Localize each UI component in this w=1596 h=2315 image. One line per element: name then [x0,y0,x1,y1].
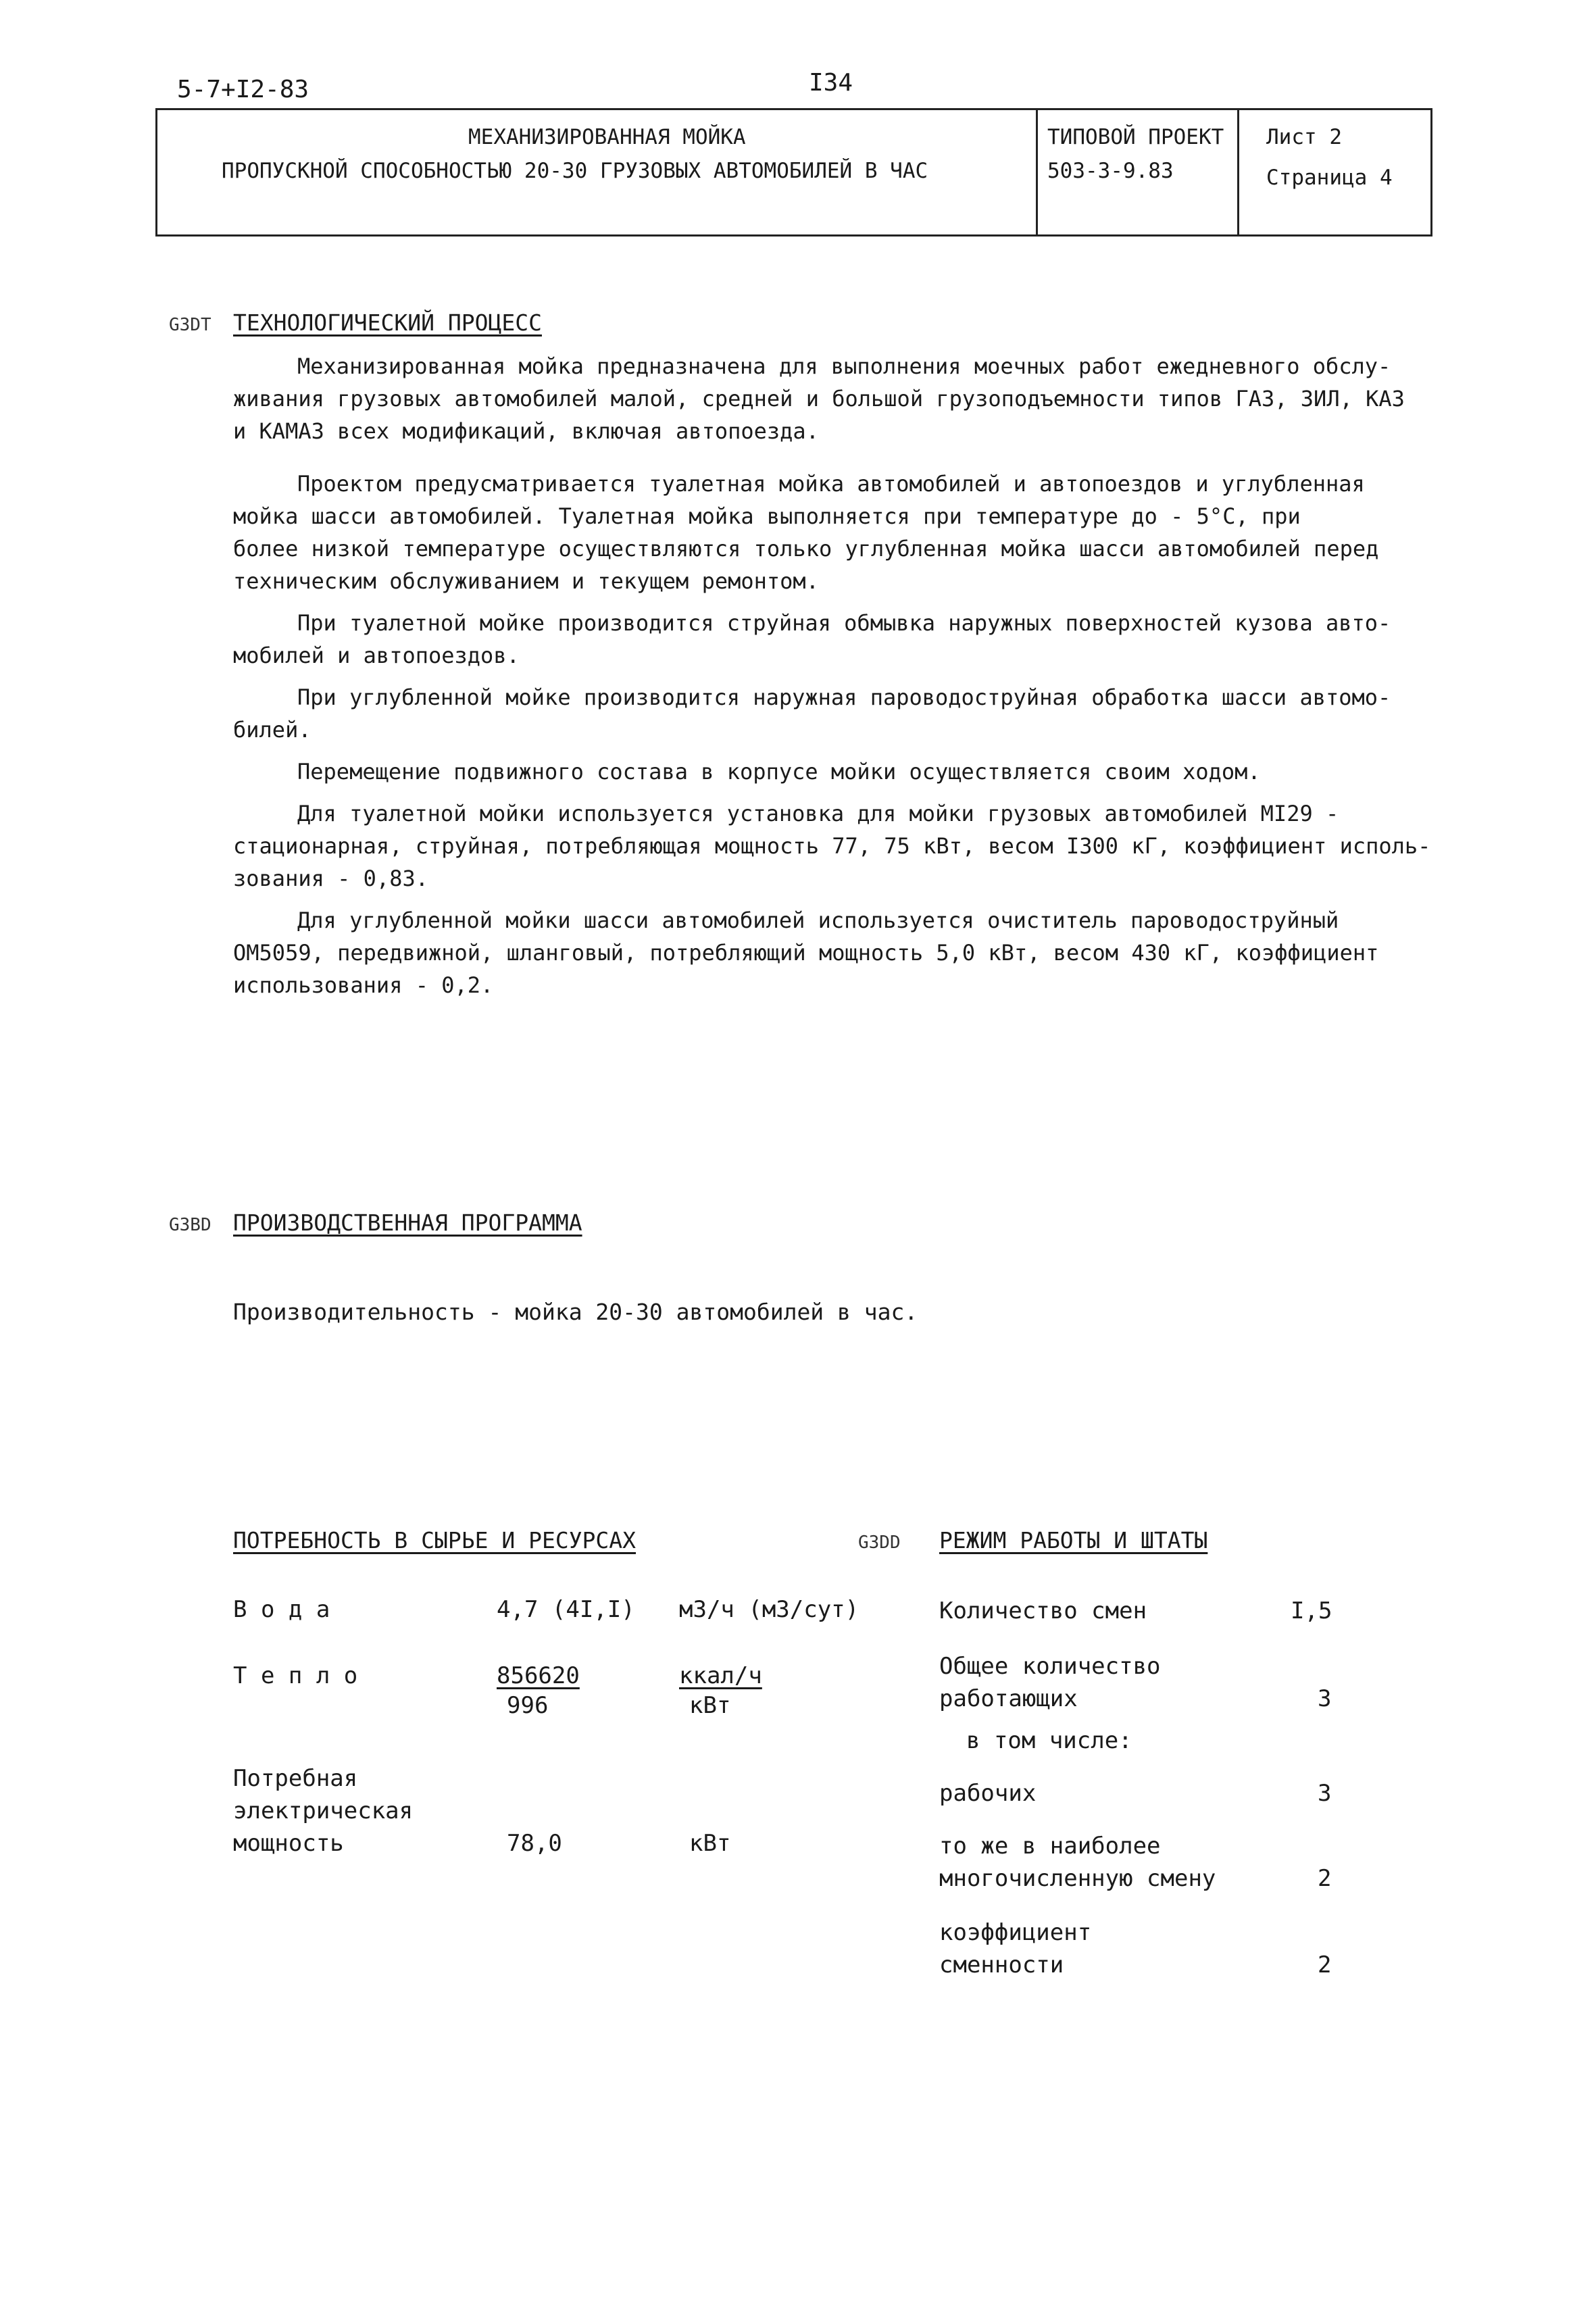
paragraph-line: Механизированная мойка предназначена для выполнения моечных работ ежедневного обслу- [297,353,1391,379]
paragraph-line: живания грузовых автомобилей малой, средней и большой грузоподъемности типов ГАЗ, ЗИЛ, КАЗ [233,386,1405,412]
shifts-value: I,5 [1291,1597,1332,1624]
section-title-production: ПРОИЗВОДСТВЕННАЯ ПРОГРАММА [233,1210,582,1236]
power-label-line-3: мощность [233,1830,344,1857]
paragraph-line: При туалетной мойке производится струйная обмывка наружных поверхностей кузова авто- [297,610,1391,636]
power-unit: кВт [689,1830,731,1857]
section-mark-staff: G3DD [858,1533,901,1553]
max-shift-label-line-1: то же в наиболее [939,1833,1161,1860]
paragraph-line: Для туалетной мойки используется установка для мойки грузовых автомобилей МI29 - [297,801,1339,826]
workers-label: рабочих [939,1780,1037,1807]
page-label: Страница 4 [1266,166,1393,190]
title-cell [157,110,1036,234]
paragraph-line: мойка шасси автомобилей. Туалетная мойка выполняется при температуре до - 5°С, при [233,503,1301,529]
water-label: В о д а [233,1596,330,1623]
water-unit: м3/ч (м3/сут) [679,1596,859,1623]
paragraph-line: При углубленной мойке производится наружная пароводоструйная обработка шасси автомо- [297,684,1391,710]
total-value: 3 [1318,1685,1332,1712]
document-code: 5-7+I2-83 [177,76,309,103]
heat-unit-kw: кВт [689,1692,731,1719]
paragraph-line: ОМ5059, передвижной, шланговый, потребляющий мощность 5,0 кВт, весом 430 кГ, коэффициент [233,940,1379,966]
coefficient-label-line-1: коэффициент [939,1919,1092,1946]
paragraph-line: и КАМАЗ всех модификаций, включая автопоезда. [233,418,819,444]
section-title-tech: ТЕХНОЛОГИЧЕСКИЙ ПРОЦЕСС [233,309,542,336]
water-value: 4,7 (4I,I) [497,1596,635,1623]
project-cell [1036,110,1239,234]
workers-value: 3 [1318,1780,1332,1807]
section-mark-production: G3BD [169,1215,211,1235]
total-label-line-2: работающих [939,1685,1078,1712]
heat-value-kw: 996 [507,1692,549,1719]
heat-label: Т е п л о [233,1662,358,1689]
sheet-label: Лист 2 [1266,125,1342,149]
power-label-line-2: электрическая [233,1797,414,1824]
sheet-cell [1237,110,1430,234]
page-number: I34 [809,69,853,97]
coefficient-label-line-2: сменности [939,1951,1064,1978]
paragraph-line: стационарная, струйная, потребляющая мощность 77, 75 кВт, весом I300 кГ, коэффициент исполь- [233,833,1431,859]
title-block [155,108,1432,237]
max-shift-value: 2 [1318,1865,1332,1892]
title-line-2: ПРОПУСКНОЙ СПОСОБНОСТЬЮ 20-30 ГРУЗОВЫХ АВТОМОБИЛЕЙ В ЧАС [222,159,928,183]
shifts-label: Количество смен [939,1597,1147,1624]
power-label-line-1: Потребная [233,1765,358,1792]
heat-value-kcal: 856620 [497,1662,580,1689]
total-label-line-1: Общее количество [939,1653,1161,1680]
section-title-resources: ПОТРЕБНОСТЬ В СЫРЬЕ И РЕСУРСАХ [233,1527,637,1553]
paragraph-line: билей. [233,717,311,743]
production-text: Производительность - мойка 20-30 автомобилей в час. [233,1299,918,1325]
section-mark-tech: G3DT [169,315,211,335]
paragraph-line: Для углубленной мойки шасси автомобилей используется очиститель пароводоструйный [297,907,1339,933]
paragraph-line: Проектом предусматривается туалетная мойка автомобилей и автопоездов и углубленная [297,471,1365,497]
paragraph-line: мобилей и автопоездов. [233,643,520,668]
including-label: в том числе: [966,1727,1132,1754]
coefficient-value: 2 [1318,1951,1332,1978]
title-line-1: МЕХАНИЗИРОВАННАЯ МОЙКА [468,125,746,149]
paragraph-line: зования - 0,83. [233,866,428,891]
paragraph-line: использования - 0,2. [233,972,494,998]
project-label: ТИПОВОЙ ПРОЕКТ [1047,125,1224,149]
project-number: 503-3-9.83 [1047,159,1174,183]
paragraph-line: Перемещение подвижного состава в корпусе мойки осуществляется своим ходом. [297,759,1261,785]
paragraph-line: техническим обслуживанием и текущем ремонтом. [233,568,819,594]
paragraph-line: более низкой температуре осуществляются только углубленная мойка шасси автомобилей перед [233,536,1379,562]
max-shift-label-line-2: многочисленную смену [939,1865,1216,1892]
section-title-staff: РЕЖИМ РАБОТЫ И ШТАТЫ [939,1527,1208,1553]
heat-unit-kcal: ккал/ч [679,1662,762,1689]
power-value: 78,0 [507,1830,562,1857]
